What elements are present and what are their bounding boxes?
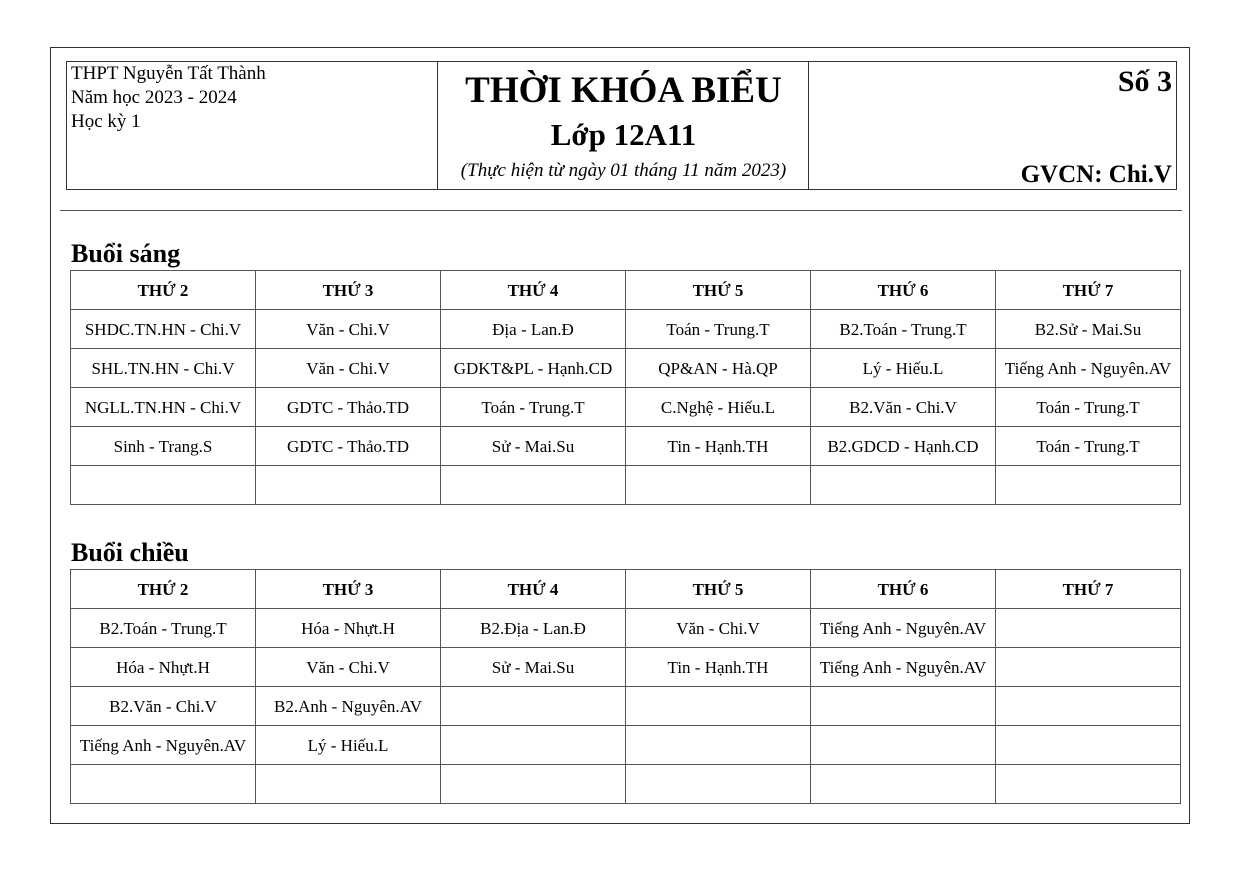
afternoon-period-row: [71, 726, 1181, 765]
morning-timetable: [70, 270, 1181, 505]
afternoon-lesson-cell: [996, 609, 1181, 648]
lesson-text: Địa - Lan.Đ: [492, 319, 574, 339]
lesson-text: Toán - Trung.T: [666, 319, 770, 339]
lesson-text: QP&AN - Hà.QP: [658, 358, 778, 378]
lesson-text: Hóa - Nhựt.H: [301, 618, 395, 638]
afternoon-lesson-cell: [626, 765, 811, 804]
afternoon-lesson-cell: [626, 726, 811, 765]
afternoon-lesson-cell: [256, 726, 441, 765]
lesson-text: Toán - Trung.T: [1036, 436, 1140, 456]
document-title: THỜI KHÓA BIỂU: [465, 70, 782, 111]
morning-period-row: [71, 349, 1181, 388]
morning-lesson-cell: [256, 466, 441, 505]
lesson-text: Lý - Hiếu.L: [862, 358, 944, 378]
lesson-text: Toán - Trung.T: [1036, 397, 1140, 417]
school-year: Năm học 2023 - 2024: [71, 87, 237, 108]
lesson-text: GDTC - Thảo.TD: [287, 397, 409, 417]
lesson-text: B2.Anh - Nguyên.AV: [274, 696, 422, 716]
class-name: Lớp 12A11: [550, 117, 697, 152]
afternoon-lesson-cell: [71, 609, 256, 648]
afternoon-period-row: [71, 648, 1181, 687]
afternoon-lesson-cell: [441, 648, 626, 687]
afternoon-lesson-cell: [996, 687, 1181, 726]
morning-lesson-cell: [441, 349, 626, 388]
lesson-text: GDTC - Thảo.TD: [287, 436, 409, 456]
afternoon-lesson-cell: [626, 648, 811, 687]
afternoon-lesson-cell: [256, 687, 441, 726]
afternoon-lesson-cell: [256, 648, 441, 687]
morning-lesson-cell: [811, 310, 996, 349]
morning-period-row: [71, 427, 1181, 466]
lesson-text: SHL.TN.HN - Chi.V: [91, 358, 235, 378]
lesson-text: Văn - Chi.V: [306, 358, 390, 378]
afternoon-lesson-cell: [626, 609, 811, 648]
morning-lesson-cell: [71, 349, 256, 388]
morning-lesson-cell: [626, 388, 811, 427]
morning-day-header: THỨ 3: [256, 271, 441, 310]
afternoon-lesson-cell: [71, 648, 256, 687]
morning-lesson-cell: [256, 427, 441, 466]
school-info: [66, 61, 438, 190]
afternoon-lesson-cell: [71, 726, 256, 765]
morning-day-header: THỨ 6: [811, 271, 996, 310]
lesson-text: B2.Sử - Mai.Su: [1034, 319, 1142, 339]
morning-day-header: THỨ 2: [71, 271, 256, 310]
morning-lesson-cell: [71, 427, 256, 466]
lesson-text: Văn - Chi.V: [306, 319, 390, 339]
afternoon-period-row: [71, 765, 1181, 804]
afternoon-day-header: THỨ 7: [996, 570, 1181, 609]
afternoon-day-header: THỨ 3: [256, 570, 441, 609]
afternoon-lesson-cell: [811, 609, 996, 648]
afternoon-title: Buổi chiều: [71, 538, 189, 567]
afternoon-lesson-cell: [811, 765, 996, 804]
afternoon-lesson-cell: [811, 648, 996, 687]
afternoon-lesson-cell: [811, 687, 996, 726]
morning-lesson-cell: [256, 310, 441, 349]
afternoon-lesson-cell: [996, 726, 1181, 765]
afternoon-lesson-cell: [256, 765, 441, 804]
morning-lesson-cell: [996, 310, 1181, 349]
lesson-text: Tiếng Anh - Nguyên.AV: [819, 657, 987, 677]
morning-title: Buổi sáng: [71, 239, 181, 268]
morning-day-header-row: [71, 271, 1181, 310]
lesson-text: B2.Văn - Chi.V: [849, 397, 957, 417]
afternoon-day-header-row: [71, 570, 1181, 609]
afternoon-lesson-cell: [626, 687, 811, 726]
lesson-text: Sinh - Trang.S: [113, 436, 213, 456]
afternoon-lesson-cell: [811, 726, 996, 765]
morning-lesson-cell: [996, 427, 1181, 466]
effective-date: (Thực hiện từ ngày 01 tháng 11 năm 2023): [460, 160, 787, 181]
morning-lesson-cell: [71, 388, 256, 427]
lesson-text: Tiếng Anh - Nguyên.AV: [1004, 358, 1172, 378]
lesson-text: Văn - Chi.V: [306, 657, 390, 677]
morning-period-row: [71, 310, 1181, 349]
lesson-text: Hóa - Nhựt.H: [116, 657, 210, 677]
school-term: Học kỳ 1: [71, 111, 141, 132]
lesson-text: Tiếng Anh - Nguyên.AV: [819, 618, 987, 638]
lesson-text: Toán - Trung.T: [481, 397, 585, 417]
lesson-text: NGLL.TN.HN - Chi.V: [84, 397, 242, 417]
morning-period-row: [71, 466, 1181, 505]
lesson-text: B2.Toán - Trung.T: [99, 618, 227, 638]
lesson-text: C.Nghệ - Hiếu.L: [660, 397, 776, 417]
document-number: Số 3: [1117, 65, 1172, 98]
afternoon-lesson-cell: [441, 687, 626, 726]
lesson-text: GDKT&PL - Hạnh.CD: [453, 358, 613, 378]
morning-lesson-cell: [441, 388, 626, 427]
school-name: THPT Nguyễn Tất Thành: [71, 63, 266, 84]
lesson-text: Sử - Mai.Su: [491, 657, 575, 677]
morning-lesson-cell: [811, 466, 996, 505]
afternoon-lesson-cell: [996, 765, 1181, 804]
lesson-text: B2.Toán - Trung.T: [839, 319, 967, 339]
morning-lesson-cell: [256, 388, 441, 427]
morning-lesson-cell: [71, 466, 256, 505]
morning-lesson-cell: [626, 427, 811, 466]
afternoon-lesson-cell: [256, 609, 441, 648]
lesson-text: Tiếng Anh - Nguyên.AV: [79, 735, 247, 755]
morning-lesson-cell: [256, 349, 441, 388]
document-heading: [437, 61, 809, 190]
morning-lesson-cell: [71, 310, 256, 349]
afternoon-timetable: [70, 569, 1181, 804]
header-divider: [60, 210, 1182, 211]
lesson-text: Văn - Chi.V: [676, 618, 760, 638]
lesson-text: Sử - Mai.Su: [491, 436, 575, 456]
morning-lesson-cell: [626, 349, 811, 388]
morning-lesson-cell: [996, 466, 1181, 505]
morning-day-header: THỨ 5: [626, 271, 811, 310]
afternoon-lesson-cell: [441, 765, 626, 804]
afternoon-lesson-cell: [996, 648, 1181, 687]
document-meta: [808, 61, 1177, 190]
morning-lesson-cell: [626, 310, 811, 349]
morning-lesson-cell: [441, 427, 626, 466]
afternoon-period-row: [71, 609, 1181, 648]
lesson-text: B2.Văn - Chi.V: [109, 696, 217, 716]
afternoon-day-header: THỨ 5: [626, 570, 811, 609]
lesson-text: SHDC.TN.HN - Chi.V: [84, 319, 242, 339]
afternoon-lesson-cell: [441, 609, 626, 648]
morning-lesson-cell: [996, 388, 1181, 427]
morning-lesson-cell: [811, 349, 996, 388]
lesson-text: B2.Địa - Lan.Đ: [480, 618, 586, 638]
afternoon-lesson-cell: [71, 765, 256, 804]
afternoon-lesson-cell: [441, 726, 626, 765]
morning-lesson-cell: [441, 466, 626, 505]
morning-day-header: THỨ 4: [441, 271, 626, 310]
lesson-text: B2.GDCD - Hạnh.CD: [827, 436, 979, 456]
afternoon-day-header: THỨ 2: [71, 570, 256, 609]
morning-lesson-cell: [626, 466, 811, 505]
morning-lesson-cell: [996, 349, 1181, 388]
morning-lesson-cell: [441, 310, 626, 349]
afternoon-day-header: THỨ 4: [441, 570, 626, 609]
lesson-text: Lý - Hiếu.L: [307, 735, 389, 755]
homeroom-teacher: GVCN: Chi.V: [1020, 161, 1172, 188]
morning-period-row: [71, 388, 1181, 427]
lesson-text: Tin - Hạnh.TH: [667, 657, 769, 677]
afternoon-lesson-cell: [71, 687, 256, 726]
morning-lesson-cell: [811, 427, 996, 466]
morning-day-header: THỨ 7: [996, 271, 1181, 310]
afternoon-day-header: THỨ 6: [811, 570, 996, 609]
lesson-text: Tin - Hạnh.TH: [667, 436, 769, 456]
afternoon-period-row: [71, 687, 1181, 726]
morning-lesson-cell: [811, 388, 996, 427]
